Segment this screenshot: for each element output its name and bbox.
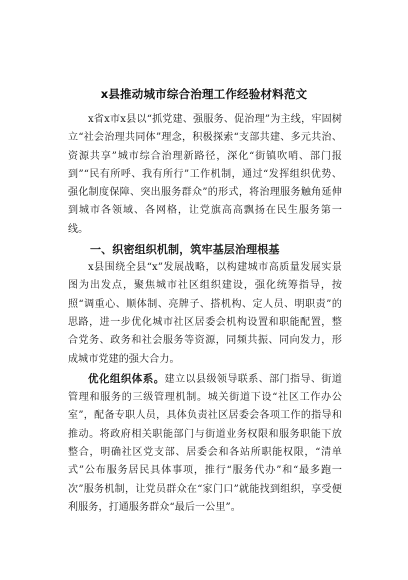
subsection-text: 建立以县级领导联系、部门指导、街道管理和服务的三级管理机制。城关街道下设“社区工作办公室”，配备专职人员，具体负责社区居委会各项工作的指导和推动。将政府相关职能部门与街道业务权限和服务职能下放整合，明确社区党支部、居委会和各站所职能权限，“清单式”公布服务居民具体事项，推行“服务代办”和“最多跑一次”服务机制，让党员群众在“家门口”就能找到组织，享受便利服务，打通服务群众“最后一公里”。	[68, 373, 342, 513]
document-body	[68, 111, 342, 517]
subsection-paragraph	[68, 370, 342, 517]
intro-paragraph: x省x市x县以“抓党建、强服务、促治理”为主线，牢固树立“社会治理共同体”理念，积极探索“支部共建、多元共治、资源共享”城市综合治理新路径，深化“街镇吹哨、部门报到”“民有所呼、我有所行”工作机制，通过“发挥组织优势、强化制度保障、突出服务群众”的形式，将治理服务触角延伸到城市各领域、各网格，让党旗高高飘扬在民生服务第一线。	[68, 114, 342, 235]
section-1-paragraph: x县围绕全县“x”发展战略，以构建城市高质量发展实景图为出发点，聚焦城市社区组织建设，强化统筹指导，按照“调重心、顺体制、亮牌子、搭机构、定人员、明职责”的思路，进一步优化城市社区居委会机构设置和职能配置，整合党务、政务和社会服务等资源，同频共振、同向发力，形成城市党建的强大合力。	[68, 262, 342, 365]
subsection-lead: 优化组织体系。	[88, 372, 165, 385]
section-1-heading: 一、织密组织机制，筑牢基层治理根基	[90, 243, 280, 257]
document-title: x县推动城市综合治理工作经验材料范文	[100, 87, 308, 101]
